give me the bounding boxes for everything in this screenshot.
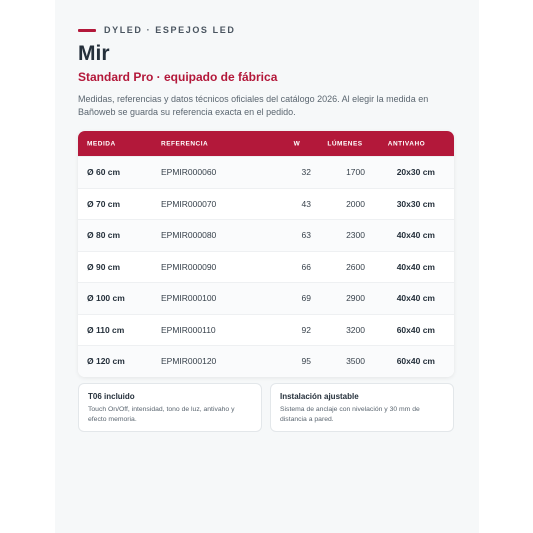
column-header-lumenes: LÚMENES bbox=[327, 140, 363, 147]
cell-medida: Ø 60 cm bbox=[87, 167, 121, 178]
eyebrow-label: DYLED · ESPEJOS LED bbox=[104, 25, 236, 35]
cell-medida: Ø 120 cm bbox=[87, 356, 125, 367]
table-row bbox=[78, 345, 454, 377]
page-subtitle: Standard Pro · equipado de fábrica bbox=[78, 70, 278, 84]
page-title: Mir bbox=[78, 42, 110, 65]
cell-antivaho: 40x40 cm bbox=[396, 230, 435, 241]
cell-w: 69 bbox=[301, 293, 311, 304]
cell-referencia: EPMIR000080 bbox=[161, 230, 217, 241]
cell-w: 66 bbox=[301, 261, 311, 272]
cell-lumenes: 2900 bbox=[346, 293, 365, 304]
cell-referencia: EPMIR000060 bbox=[161, 167, 217, 178]
cell-referencia: EPMIR000120 bbox=[161, 356, 217, 367]
table-row bbox=[78, 314, 454, 346]
table-row bbox=[78, 219, 454, 251]
feature-card-t06 bbox=[78, 383, 262, 432]
accent-bar bbox=[78, 29, 96, 32]
cell-w: 95 bbox=[301, 356, 311, 367]
table-header bbox=[78, 131, 454, 156]
column-header-antivaho: ANTIVAHO bbox=[387, 140, 426, 147]
cell-lumenes: 3200 bbox=[346, 324, 365, 335]
cell-antivaho: 40x40 cm bbox=[396, 261, 435, 272]
cell-w: 43 bbox=[301, 198, 311, 209]
feature-card-installation bbox=[270, 383, 454, 432]
cell-w: 92 bbox=[301, 324, 311, 335]
eyebrow bbox=[78, 25, 235, 35]
cell-referencia: EPMIR000100 bbox=[161, 293, 217, 304]
table-row bbox=[78, 282, 454, 314]
table-row bbox=[78, 188, 454, 220]
cell-referencia: EPMIR000070 bbox=[161, 198, 217, 209]
cell-medida: Ø 80 cm bbox=[87, 230, 121, 241]
cell-antivaho: 30x30 cm bbox=[396, 198, 435, 209]
cell-lumenes: 2000 bbox=[346, 198, 365, 209]
cell-lumenes: 1700 bbox=[346, 167, 365, 178]
cell-lumenes: 2300 bbox=[346, 230, 365, 241]
feature-title: T06 incluido bbox=[88, 392, 135, 401]
cell-antivaho: 20x30 cm bbox=[396, 167, 435, 178]
cell-medida: Ø 90 cm bbox=[87, 261, 121, 272]
cell-medida: Ø 100 cm bbox=[87, 293, 125, 304]
specs-table bbox=[78, 131, 454, 377]
feature-text: Sistema de anclaje con nivelación y 30 mm de distancia a pared. bbox=[280, 406, 420, 423]
cell-lumenes: 3500 bbox=[346, 356, 365, 367]
cell-antivaho: 40x40 cm bbox=[396, 293, 435, 304]
cell-referencia: EPMIR000090 bbox=[161, 261, 217, 272]
cell-antivaho: 60x40 cm bbox=[396, 356, 435, 367]
feature-text: Touch On/Off, intensidad, tono de luz, antivaho y efecto memoria. bbox=[88, 406, 235, 423]
table-body bbox=[78, 156, 454, 377]
page-description: Medidas, referencias y datos técnicos oficiales del catálogo 2026. Al elegir la medida en Bañoweb se guarda su referencia exacta en el pedido. bbox=[78, 94, 429, 117]
feature-title: Instalación ajustable bbox=[280, 392, 359, 401]
column-header-w: W bbox=[293, 140, 301, 147]
cell-antivaho: 60x40 cm bbox=[396, 324, 435, 335]
cell-referencia: EPMIR000110 bbox=[161, 324, 216, 335]
column-header-medida: MEDIDA bbox=[87, 140, 116, 147]
cell-medida: Ø 70 cm bbox=[87, 198, 121, 209]
cell-lumenes: 2600 bbox=[346, 261, 365, 272]
table-row bbox=[78, 251, 454, 283]
column-header-referencia: REFERENCIA bbox=[161, 140, 209, 147]
cell-medida: Ø 110 cm bbox=[87, 324, 125, 335]
cell-w: 63 bbox=[301, 230, 311, 241]
table-row bbox=[78, 156, 454, 188]
cell-w: 32 bbox=[301, 167, 311, 178]
